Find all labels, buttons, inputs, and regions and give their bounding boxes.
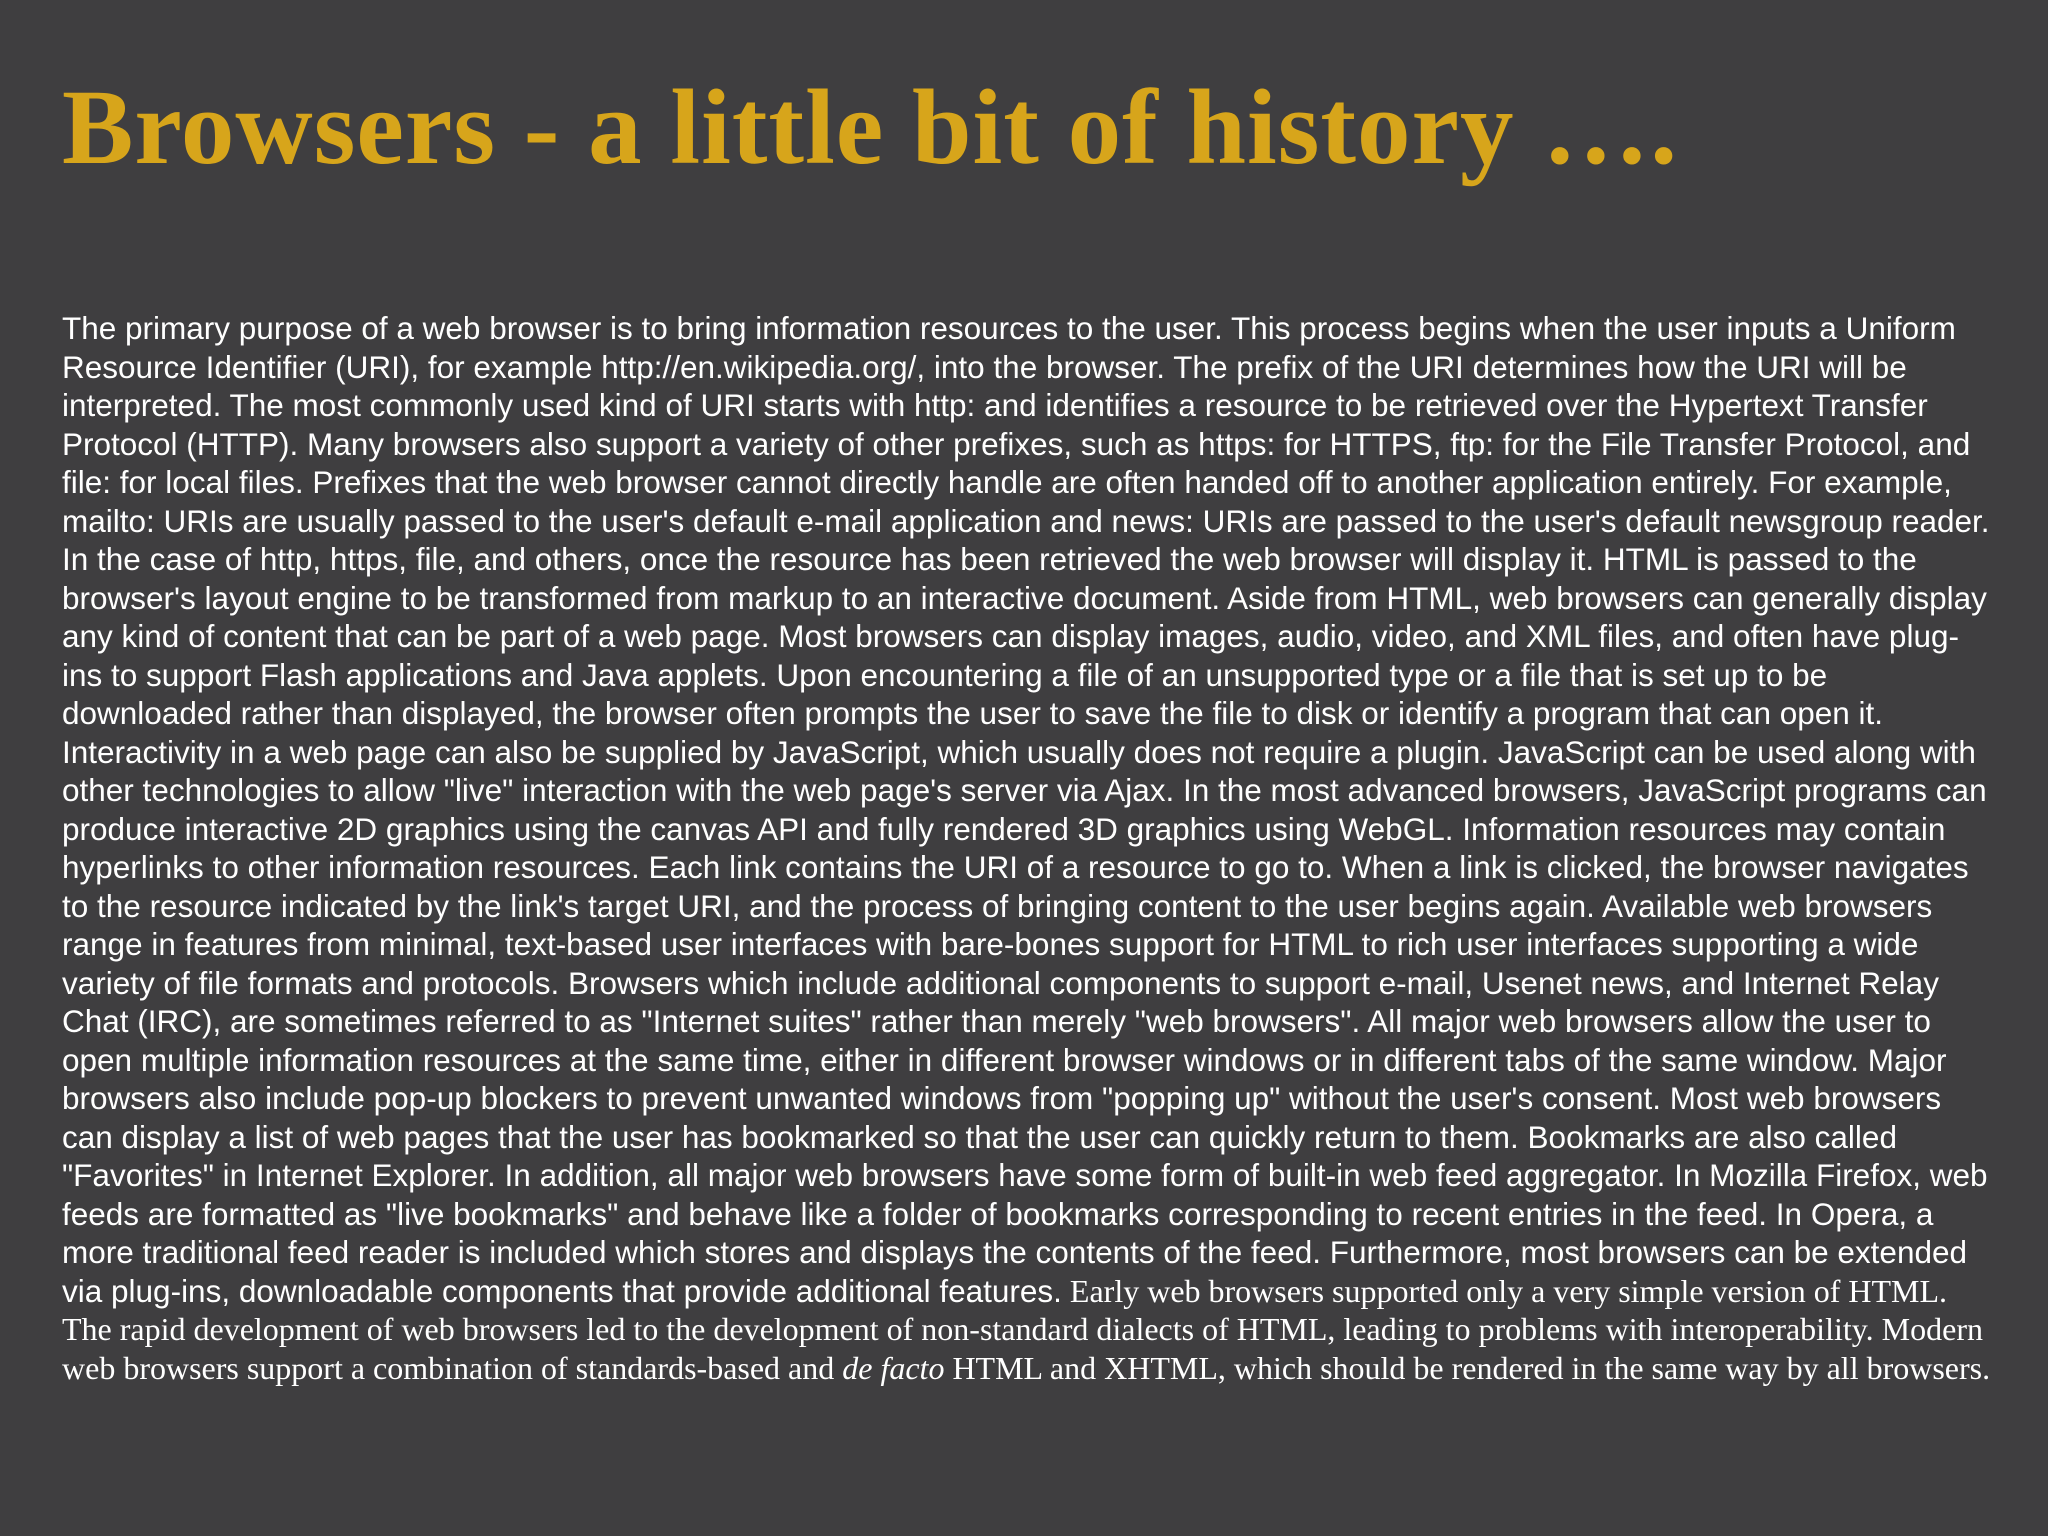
body-text-serif-part-2: HTML and XHTML, which should be rendered in the same way by all browsers. — [944, 1349, 1991, 1386]
body-text-sans: The primary purpose of a web browser is to bring information resources to the user. This process begins when the user inputs a Uniform Resource Identifier (URI), for example http://en.wikipedia.org/, into the browser. The prefix of the URI determines how the URI will be interpreted. The most commonly used kind of URI starts with http: and identifies a resource to be retrieved over the Hypertext Transfer Protocol (HTTP). Many browsers also support a variety of other prefixes, such as https: for HTTPS, ftp: for the File Transfer Protocol, and file: for local files. Prefixes that the web browser cannot directly handle are often handed off to another application entirely. For example, mailto: URIs are usually passed to the user's default e-mail application and news: URIs are passed to the user's default newsgroup reader. In the case of http, https, file, and others, once the resource has been retrieved the web browser will display it. HTML is passed to the browser's layout engine to be transformed from markup to an interactive document. Aside from HTML, web browsers can generally display any kind of content that can be part of a web page. Most browsers can display images, audio, video, and XML files, and often have plug-ins to support Flash applications and Java applets. Upon encountering a file of an unsupported type or a file that is set up to be downloaded rather than displayed, the browser often prompts the user to save the file to disk or identify a program that can open it. Interactivity in a web page can also be supplied by JavaScript, which usually does not require a plugin. JavaScript can be used along with other technologies to allow "live" interaction with the web page's server via Ajax. In the most advanced browsers, JavaScript programs can produce interactive 2D graphics using the canvas API and fully rendered 3D graphics using WebGL. Information resources may contain hyperlinks to other information resources. Each link contains the URI of a resource to go to. When a link is clicked, the browser navigates to the resource indicated by the link's target URI, and the process of bringing content to the user begins again. Available web browsers range in features from minimal, text-based user interfaces with bare-bones support for HTML to rich user interfaces supporting a wide variety of file formats and protocols. Browsers which include additional components to support e-mail, Usenet news, and Internet Relay Chat (IRC), are sometimes referred to as "Internet suites" rather than merely "web browsers". All major web browsers allow the user to open multiple information resources at the same time, either in different browser windows or in different tabs of the same window. Major browsers also include pop-up blockers to prevent unwanted windows from "popping up" without the user's consent. Most web browsers can display a list of web pages that the user has bookmarked so that the user can quickly return to them. Bookmarks are also called "Favorites" in Internet Explorer. In addition, all major web browsers have some form of built-in web feed aggregator. In Mozilla Firefox, web feeds are formatted as "live bookmarks" and behave like a folder of bookmarks corresponding to recent entries in the feed. In Opera, a more traditional feed reader is included which stores and displays the contents of the feed. Furthermore, most browsers can be extended via plug-ins, downloadable components that provide additional features. — [62, 310, 1990, 1309]
body-text-serif-part-1: Early web browsers supported only a very simple version of HTML. The rapid development of web browsers led to the development of non-standard dialects of HTML, leading to problems with interoperability. Modern web browsers support a combination of standards-based and — [62, 1272, 1983, 1386]
slide-title: Browsers - a little bit of history …. — [62, 69, 1679, 187]
body-paragraph — [62, 309, 1992, 1387]
body-text-italic: de facto — [842, 1349, 945, 1386]
